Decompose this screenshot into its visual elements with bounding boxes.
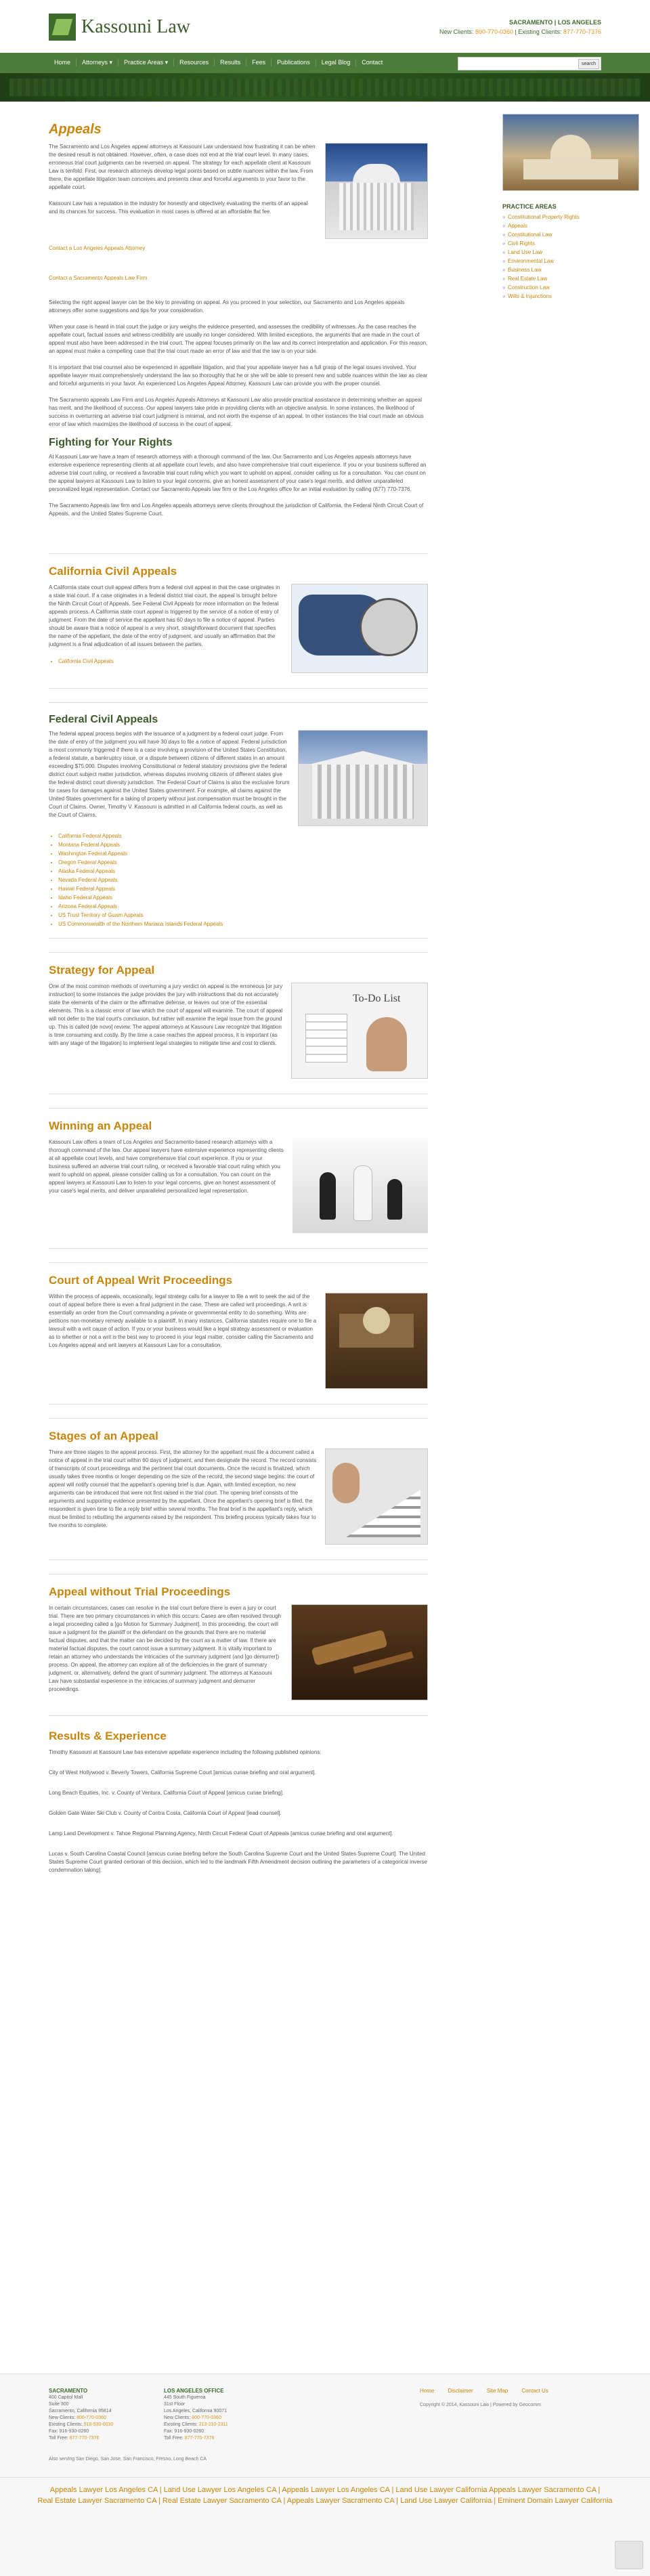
supreme-court-photo bbox=[298, 730, 428, 826]
case-item: City of West Hollywood v. Beverly Towers, California Supreme Court [amicus curiae briefing and oral argument]. bbox=[49, 1769, 316, 1776]
footer-phone[interactable]: 916-930-0030 bbox=[83, 2422, 114, 2427]
footer-line: 400 Capitol Mall bbox=[49, 2395, 83, 2400]
case-item: Lamp Land Development v. Tahoe Regional Planning Agency, Ninth Circuit Federal Court of Appeals [amicus curiae briefing and oral argument]. bbox=[49, 1830, 393, 1837]
strategy-heading: Strategy for Appeal bbox=[49, 964, 155, 976]
strategy-paragraph: One of the most common methods of overturning a jury verdict on appeal is the erroneous [or jury instruction] to some instances the judge provides the jury with instructions that do not accurately state the elements of the claim or the affirmative defense, or leaves out one of the essential elements. This is a classic error of law which the court of appeal will examine. The court of appeal will not defer to the trial court's conclusion, but rather will examine the legal issue from the ground up. This is called [de novo] review. The appeal attorneys at Kassouni Law recognize that litigation is time consuming and costly. By the time a case reaches the appeal process, it is important (as with any stage of the litigation) to implement legal strategies to mitigate time and cost to clients. bbox=[49, 983, 283, 1046]
site-footer bbox=[0, 2374, 650, 2576]
fighting-paragraph: At Kassouni Law we have a team of research attorneys with a thorough command of the law. Our Sacramento and Los Angeles appeals attorneys have extensive experience representing clients at all appellate court levels, and also have comprehensive trial court experience. If you or your business suffered an adverse trial court ruling, or received a favorable trial court ruling which you want to uphold on appeal, consider calling us for a consultation. You can count on the appeal lawyers at Kassouni Law to listen to your legal concerns, give an honest assessment of your case's legal merits, and deliver unparalleled personalized legal representation. Contact our Sacramento Appeals law firm or the Los Angeles office for an initial evaluation by calling (877) 770-7376. bbox=[49, 454, 427, 492]
intro-paragraph: The Sacramento and Los Angeles appeal attorneys at Kassouni Law understand how frustrating it can be when the desired result is not obtained. However, often, a case does not end at the trial court level. In many cases, erroneous trial court judgments can be reversed on appeal. The strategy for each appellate client at Kassouni Law is tenfold. First, our research attorneys develop legal points based on subtle nuances within the law. From there, the appellate litigation team conceives and presents clear and forceful arguments to your favor to the appellate court. bbox=[49, 144, 316, 190]
courtroom-photo bbox=[325, 1293, 428, 1389]
fed-link[interactable]: US Commonwealth of the Northern Mariana Islands Federal Appeals bbox=[58, 921, 223, 927]
selecting-paragraph: Selecting the right appeal lawyer can be the key to prevailing on appeal. As you proceed in your selection, our Sacramento and Los Angeles appeals attorneys offer some suggestions and tips for your consideration. bbox=[49, 299, 405, 314]
footer-phone[interactable]: 213-210-2311 bbox=[198, 2422, 228, 2427]
footer-line: Sacramento, California 95814 bbox=[49, 2409, 112, 2413]
fed-link[interactable]: Arizona Federal Appeals bbox=[58, 903, 118, 909]
captcha-badge-icon[interactable] bbox=[615, 2541, 643, 2569]
footer-line: Toll Free: bbox=[164, 2436, 183, 2441]
footer-link-contact[interactable]: Contact Us bbox=[521, 2388, 548, 2394]
nav-resources[interactable]: Resources bbox=[174, 59, 215, 66]
fed-appeals-paragraph: The federal appeal process begins with the issuance of a judgment by a federal court judge. From the date of entry of the judgment you will have 30 days to file a notice of appeal. Federal jurisdiction is most commonly triggered if there is a case involving a provision of the United States Constitution, a federal statute, a bankruptcy issue, or a dispute between citizens of different states in an amount exceeding $75,000. Disputes involving Constitutional or federal statutory provisions give the federal district court subject matter jurisdiction, whereas disputes involving citizens of different states give the federal district court diversity jurisdiction. The Federal Court of Claims is also the exclusive forum for cases for damages against the United States government. For example, all claims against the United States government for a taking of property without just compensation must be brought in the Court of Claims. Owner, Timothy V. Kassouni is admitted in all California federal courts, as well as the Court of Claims. bbox=[49, 731, 290, 818]
us-map-image bbox=[291, 584, 428, 673]
footer-line: 445 South Figueroa bbox=[164, 2395, 206, 2400]
important-paragraph: It is important that trial counsel also be experienced in appellate litigation, and that your appellate lawyer has a full grasp of the legal issues involved. Your appellate lawyer must comprehensively understand the law so thoroughly that he or she will be able to present new and subtle nuances within the law as clear and forceful arguments in your favor. An experienced Los Angeles Appeal Attorney, Kassouni Law can provide you with the proper counsel. bbox=[49, 364, 428, 387]
fed-link[interactable]: US Trust Territory of Guam Appeals bbox=[58, 912, 144, 918]
fed-link[interactable]: Washington Federal Appeals bbox=[58, 851, 127, 857]
stages-paragraph: There are three stages to the appeal process. First, the attorney for the appellant must file a document called a notice of appeal in the trial court within 60 days of judgment, and then designate the record. The record consists of transcripts of court proceedings and the pertinent trial court documents. Once the record is finalized, which usually takes three months or longer depending on the size of the record, the second stage begins: the court of appeal will notify counsel that the appellant's opening brief is due. Again, with limited exception, no new arguments can be introduced that were not first raised in the trial court. The opening brief consists of the arguments and supporting evidence presented by the appellant. Once the appellant's opening brief is filed, the respondent is given time to file a reply brief within several months. The final brief is the appellant's reply, which must be limited to rebutting the arguments raised by the respondent. This briefing process typically takes four to five months to complete. bbox=[49, 1449, 317, 1528]
stairs-photo bbox=[325, 1448, 428, 1545]
gavel-photo bbox=[291, 1604, 428, 1700]
logo-icon[interactable] bbox=[49, 14, 76, 41]
footer-sacramento bbox=[49, 2388, 113, 2442]
footer-line: Toll Free: bbox=[49, 2436, 68, 2441]
capitol-photo bbox=[502, 114, 639, 191]
results-heading: Results & Experience bbox=[49, 1730, 167, 1742]
footer-phone[interactable]: 877-770-7376 bbox=[69, 2436, 100, 2441]
fed-appeals-section bbox=[49, 702, 428, 939]
fed-link[interactable]: Idaho Federal Appeals bbox=[58, 895, 113, 901]
stages-heading: Stages of an Appeal bbox=[49, 1430, 158, 1442]
ca-appeals-heading: California Civil Appeals bbox=[49, 565, 177, 578]
existing-clients-phone[interactable]: 877-770-7376 bbox=[563, 28, 601, 35]
footer-line: 31st Floor bbox=[164, 2402, 186, 2407]
footer-link-home[interactable]: Home bbox=[420, 2388, 435, 2394]
case-item: Golden Gate Water Ski Club v. County of Contra Costa, California Court of Appeal [lead counsel]. bbox=[49, 1810, 282, 1816]
footer-phone[interactable]: 877-770-7376 bbox=[184, 2436, 215, 2441]
banner-strip bbox=[0, 73, 650, 102]
fed-appeals-heading: Federal Civil Appeals bbox=[49, 714, 158, 725]
footer-line: Suite 900 bbox=[49, 2402, 69, 2407]
without-trial-paragraph: In certain circumstances, cases can resolve in the trial court before there is even a jury or court trial. There are two primary circumstances in which this occurs. Cases are often resolved through a legal proceeding called a [go Motion for Summary Judgment]. In this proceeding, the court will issue a judgment for the plaintiff or the defendant on the grounds that there are no material factual disputes, and that the matter can be decided by the court as a matter of law. If there are material factual disputes, the court cannot issue a summary judgment. It is vitally important to retain an attorney who understands the intricacies of the summary judgment (and [go demurrer]) process. On appeal, the attorney can explore all of the deficiencies in the grant of summary judgment, or, alternatively, defend the grant of summary judgment. The attorneys at Kassouni Law have substantial experience in the intricacies of summary judgment and demurrer proceedings. bbox=[49, 1605, 282, 1692]
footer-phone[interactable]: 800-770-0360 bbox=[192, 2416, 221, 2420]
footer-link-sitemap[interactable]: Site Map bbox=[486, 2388, 508, 2394]
fed-link[interactable]: Oregon Federal Appeals bbox=[58, 859, 117, 865]
stages-section bbox=[49, 1418, 428, 1560]
footer-line: Existing Clients: bbox=[49, 2422, 83, 2427]
without-trial-section bbox=[49, 1574, 428, 1716]
serving-areas: Also serving San Diego, San Jose, San Francisco, Fresno, Long Beach CA bbox=[49, 2457, 207, 2462]
seo-line[interactable]: Appeals Lawyer Los Angeles CA | Land Use Lawyer Los Angeles CA | Appeals Lawyer Los Angeles CA | Land Use Lawyer California Appeals Lawyer Sacramento CA | bbox=[49, 2486, 601, 2494]
courthouse-photo bbox=[325, 143, 428, 239]
footer-line: Fax: 916-930-0260 bbox=[49, 2429, 89, 2434]
todo-list-image bbox=[291, 983, 428, 1079]
nav-legal-blog[interactable]: Legal Blog bbox=[316, 59, 357, 66]
case-item: Lucas v. South Carolina Coastal Council [amicus curiae briefing before the South Carolina Supreme Court and the United States Supreme Court]. The United States Supreme Court granted certiorari of this decision, which led to the landmark Fifth Amendment decision outlining the parameters of a categorical inverse condemnation taking]. bbox=[49, 1851, 427, 1873]
sidebar-item[interactable]: » Business Law bbox=[502, 265, 638, 274]
header-phones: New Clients: 800-770-0360 | Existing Clients: 877-770-7376 bbox=[439, 28, 601, 35]
sidebar-title: PRACTICE AREAS bbox=[502, 203, 557, 210]
sidebar-item[interactable]: » Constitutional Law bbox=[502, 230, 638, 239]
footer-line: Los Angeles, California 90071 bbox=[164, 2409, 228, 2413]
fed-link[interactable]: Hawaii Federal Appeals bbox=[58, 886, 116, 892]
main-nav bbox=[0, 53, 650, 73]
fed-link[interactable]: California Federal Appeals bbox=[58, 833, 122, 839]
existing-clients-label: Existing Clients: bbox=[518, 28, 562, 35]
winning-section bbox=[49, 1108, 428, 1249]
sidebar-item[interactable]: » Appeals bbox=[502, 221, 638, 230]
winning-heading: Winning an Appeal bbox=[49, 1119, 152, 1132]
sidebar-item[interactable]: » Civil Rights bbox=[502, 239, 638, 248]
new-clients-phone[interactable]: 800-770-0360 bbox=[475, 28, 514, 35]
todo-list-caption: To-Do List bbox=[353, 993, 401, 1004]
writ-paragraph: Within the process of appeals, occasionally, legal strategy calls for a lawyer to file a writ to seek the aid of the court of appeal before there is even a final judgment in the case. These are called writ proceedings. A writ is essentially an order from the Court commanding a private or governmental entity to do something. Writs are petitions non-monetary remedy available to a plaintiff. In many instances, California statutes require one to file a lawsuit with a writ cause of action. If you or your business would like a legal strategy assessment or evaluation as to whether or not a writ is the best way to proceed in your legal matter, consider calling the Sacramento and Los Angeles appeal and writ lawyers at Kassouni Law for a consultation. bbox=[49, 1293, 317, 1348]
ca-appeals-paragraph: A California state court civil appeal differs from a federal civil appeal in that the case originates in a state trial court. If a case originates in a federal district trial court, the appeal is brought before the Ninth Circuit Court of Appeals. See Federal Civil Appeals for more information on the federal appeals process. A California state court appeal is triggered by the service of a notice of entry of judgment. From the date of service the appellant has 60 days to file a notice of appeal. Parties should be aware that a notice of appeal is a very short, straightforward document that specifies the name of the appellant, the date of the entry of judgment, and usually an affirmation that the judgment is a final adjudication of all issues between the parties. bbox=[49, 584, 280, 647]
writ-heading: Court of Appeal Writ Proceedings bbox=[49, 1274, 233, 1287]
jurisdiction-paragraph: The Sacramento Appeals law firm and Los Angeles appeals attorneys serve clients throughout the jurisdiction of California, the Federal Ninth Circuit Court of Appeals, and the United States Supreme Court. bbox=[49, 502, 424, 517]
sac-la-paragraph: The Sacramento appeals Law Firm and Los Angeles Appeals Attorneys at Kassouni Law also provide practical assistance in determining whether an appeal has merit, and the likelihood of success. Our appeal lawyers take pride in providing clients with an objective analysis. In some instances, the likelihood of success in overturning an adverse trial court judgment is minimal, and not worth the expense of an appeal. In other instances the trial court made an obvious error of law which maximizes the likelihood of success in the court of appeal. bbox=[49, 397, 424, 427]
footer-link-disclaimer[interactable]: Disclaimer bbox=[448, 2388, 473, 2394]
search-input[interactable] bbox=[458, 58, 579, 68]
fed-appeals-list bbox=[49, 832, 428, 928]
fed-link[interactable]: Nevada Federal Appeals bbox=[58, 877, 118, 883]
seo-line[interactable]: Real Estate Lawyer Sacramento CA | Real Estate Lawyer Sacramento CA | Appeals Lawyer Sacramento CA | Land Use Lawyer California | Eminent Domain Lawyer California bbox=[37, 2497, 613, 2505]
new-clients-label: New Clients: bbox=[439, 28, 474, 35]
sidebar-item[interactable]: » Environmental Law bbox=[502, 257, 638, 265]
strategy-section bbox=[49, 952, 428, 1094]
ca-appeals-link[interactable]: California Civil Appeals bbox=[58, 658, 114, 664]
footer-line: Existing Clients: bbox=[164, 2422, 198, 2427]
contact-sac-link[interactable]: Contact a Sacramento Appeals Law Firm bbox=[49, 275, 148, 281]
footer-line: New Clients: bbox=[164, 2416, 191, 2420]
logo-text[interactable]: Kassouni Law bbox=[81, 16, 190, 37]
footer-sac-title: SACRAMENTO bbox=[49, 2388, 88, 2394]
writ-section bbox=[49, 1262, 428, 1404]
nav-publications[interactable]: Publications bbox=[272, 59, 316, 66]
main-content bbox=[49, 102, 428, 1883]
results-section bbox=[49, 1730, 428, 1874]
nav-home[interactable]: Home bbox=[49, 59, 77, 66]
sidebar-item[interactable]: » Real Estate Law bbox=[502, 274, 638, 283]
page-title: Appeals bbox=[49, 122, 102, 137]
office-locations: SACRAMENTO | LOS ANGELES bbox=[508, 19, 601, 26]
footer-phone[interactable]: 800-770-0360 bbox=[77, 2416, 106, 2420]
footer-links bbox=[420, 2388, 548, 2394]
sidebar-item[interactable]: » Wills & Injunctions bbox=[502, 292, 638, 301]
search-box bbox=[458, 57, 601, 70]
nav-contact[interactable]: Contact bbox=[362, 59, 383, 66]
copyright: Copyright © 2014, Kassouni Law | Powered by Geocomm bbox=[420, 2403, 541, 2407]
contact-la-link[interactable]: Contact a Los Angeles Appeals Attorney bbox=[49, 245, 146, 251]
nav-results[interactable]: Results bbox=[215, 59, 246, 66]
sidebar-item[interactable]: » Land Use Law bbox=[502, 248, 638, 257]
search-button[interactable]: search bbox=[578, 59, 599, 69]
footer-la-title: LOS ANGELES OFFICE bbox=[164, 2388, 224, 2394]
footer-los-angeles bbox=[164, 2388, 228, 2442]
chess-image bbox=[292, 1138, 428, 1233]
nav-attorneys[interactable]: Attorneys ▾ bbox=[77, 59, 118, 66]
when-paragraph: When your case is heard in trial court the judge or jury weighs the evidence presented, and assesses the credibility of witnesses. As the case reaches the appellate court, factual issues and witness credibility are usually no longer considered. With limited exceptions, the arguments that are made in the court of appeal must also have been addressed in the trial court. The appeal focuses primarily on the law and its correct interpretation and application. For this reason, an appeal must make a compelling case that the trial court made an error of law and that the law is on your side. bbox=[49, 324, 428, 354]
fed-link[interactable]: Alaska Federal Appeals bbox=[58, 868, 116, 874]
nav-fees[interactable]: Fees bbox=[246, 59, 272, 66]
nav-practice-areas[interactable]: Practice Areas ▾ bbox=[118, 59, 174, 66]
case-item: Long Beach Equities, Inc. v. County of Ventura, California Court of Appeal [amicus curiae briefing]. bbox=[49, 1790, 284, 1796]
site-header bbox=[0, 0, 650, 53]
fed-link[interactable]: Montana Federal Appeals bbox=[58, 842, 121, 848]
results-paragraph: Timothy Kassouni at Kassouni Law has extensive appellate experience including the following published opinions: bbox=[49, 1749, 322, 1755]
reputation-paragraph: Kassouni Law has a reputation in the industry for honestly and objectively evaluating the merits of an appeal and its chances for success. This evaluation in most cases is offered at an affordable flat fee. bbox=[49, 200, 308, 215]
fighting-heading: Fighting for Your Rights bbox=[49, 437, 173, 448]
sidebar-item[interactable]: » Constitutional Property Rights bbox=[502, 213, 638, 221]
ca-appeals-section bbox=[49, 553, 428, 689]
footer-line: Fax: 916-930-0260 bbox=[164, 2429, 204, 2434]
seo-links bbox=[0, 2477, 650, 2506]
footer-line: New Clients: bbox=[49, 2416, 76, 2420]
winning-paragraph: Kassouni Law offers a team of Los Angeles and Sacramento-based research attorneys with a thorough command of the law. Our appeal lawyers have extensive experience representing clients at all appellate court levels, and have comprehensive trial court experience. If you or your business suffered an adverse trial court ruling, or received a favorable trial court ruling which you want to uphold on appeal, please consider calling us for a consultation. You can count on the appeal lawyers at Kassouni Law to listen to your legal concerns, give an honest assessment of your case's legal merits, and deliver unparalleled personalized legal representation. bbox=[49, 1139, 284, 1194]
sidebar-item[interactable]: » Construction Law bbox=[502, 283, 638, 292]
without-trial-heading: Appeal without Trial Proceedings bbox=[49, 1585, 231, 1598]
sidebar bbox=[502, 114, 638, 301]
